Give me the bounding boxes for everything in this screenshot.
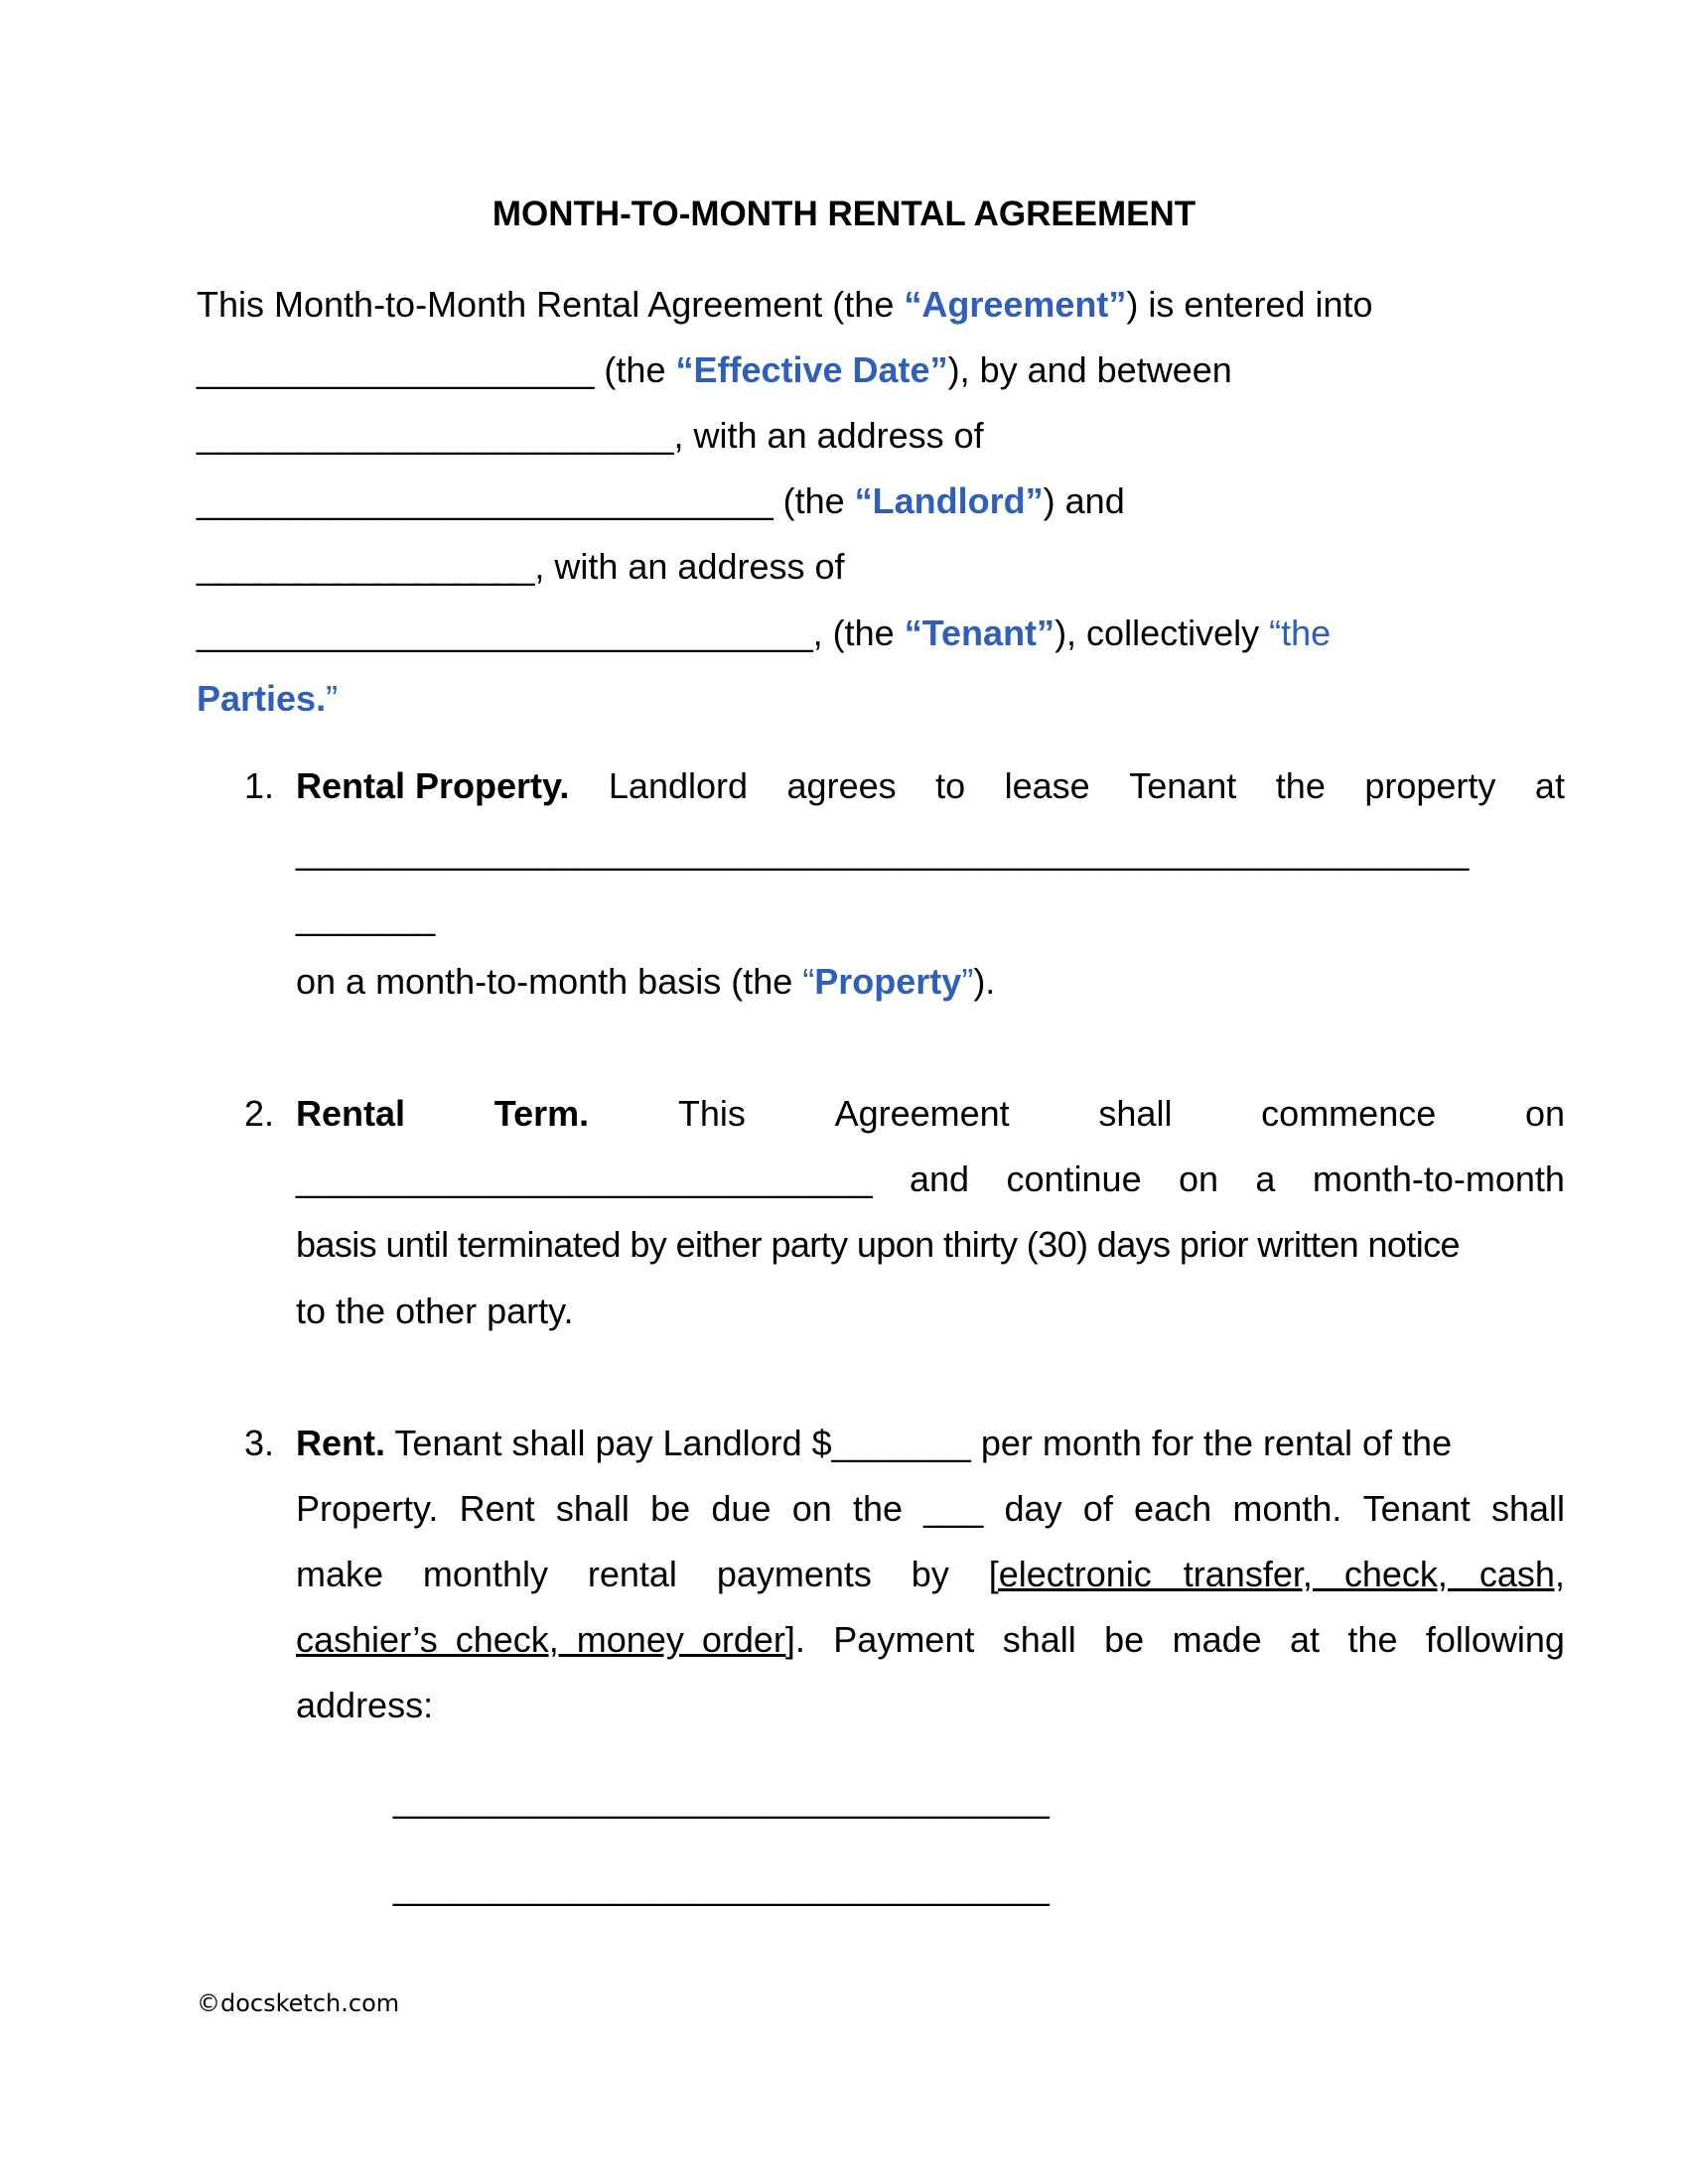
document-title: MONTH-TO-MONTH RENTAL AGREEMENT [492,195,1196,233]
item-3-line-2: Property. Rent shall be due on the ___ day of each month. Tenant shall [296,1488,1565,1529]
footer-copyright: ©docsketch.com [197,1989,400,2017]
landlord-address-blank[interactable]: _____________________________ (the [197,480,855,521]
defined-term-effective-date: “Effective Date” [675,349,948,390]
property-address-blank-1[interactable]: ___________________________________________________________ [296,831,1470,872]
property-address-blank-2[interactable]: _______ [296,896,436,937]
item-2-heading-word-1: Rental [296,1093,406,1134]
payment-address-blank-2[interactable]: _________________________________ [393,1866,1050,1907]
item-1-number: 1. [244,765,275,806]
item-3-number: 3. [244,1423,275,1463]
intro-line-1: This Month-to-Month Rental Agreement (the “Agreement”) is entered into [197,284,1373,325]
item-2-heading-word-2: Term. [493,1093,590,1134]
intro-line-5 [197,546,845,588]
item-2-line-3: basis until terminated by either party upon thirty (30) days prior written notice [296,1224,1460,1265]
intro-line-3 [197,415,984,457]
defined-term-parties: Parties. [197,678,327,719]
intro-line-4: _____________________________ (the “Landlord”) and [197,480,1125,521]
item-3-line-1: Rent. Tenant shall pay Landlord $_______ per month for the rental of the [296,1423,1453,1463]
commencement-date-blank[interactable]: _____________________________ [296,1159,873,1199]
payment-methods-options-cont[interactable]: cashier’s check, money order]. [296,1619,805,1660]
defined-term-agreement: “Agreement” [904,284,1127,325]
item-3-heading: Rent. [296,1423,385,1463]
landlord-name-blank[interactable]: ________________________, with an address of [197,415,984,456]
defined-term-tenant: “Tenant” [904,613,1055,653]
intro-line-2: ____________________ (the “Effective Date”), by and between [197,349,1232,390]
item-2-line-1: Rental Term. This Agreement shall commence on [296,1093,1565,1134]
effective-date-blank[interactable]: ____________________ (the [197,349,676,390]
rent-due-day-blank[interactable]: ___ [923,1488,984,1529]
item-1-line-1: Rental Property. Landlord agrees to lease Tenant the property at [296,765,1565,806]
item-2-line-2: _____________________________ and continue on a month-to-month [296,1159,1565,1199]
item-2-line-4: to the other party. [296,1291,574,1331]
item-1-line-4: on a month-to-month basis (the “Property”). [296,961,996,1002]
item-3-line-4: cashier’s check, money order]. Payment shall be made at the following [296,1619,1565,1660]
item-2-number: 2. [244,1093,275,1134]
defined-term-landlord: “Landlord” [854,480,1044,521]
item-3-line-5: address: [296,1685,434,1725]
defined-term-property: Property [814,961,962,1002]
tenant-address-blank[interactable]: _______________________________, (the [197,613,905,653]
payment-methods-options[interactable]: [electronic transfer, check, cash, [988,1554,1565,1594]
intro-line-6: _______________________________, (the “Tenant”), collectively “the [197,613,1332,653]
item-1-heading: Rental Property. [296,765,570,806]
item-3-line-3: make monthly rental payments by [electronic transfer, check, cash, [296,1554,1565,1594]
tenant-name-blank[interactable]: _________________, with an address of [197,546,845,587]
intro-line-7: Parties.” [197,678,339,719]
payment-address-blank-1[interactable]: _________________________________ [393,1779,1050,1820]
